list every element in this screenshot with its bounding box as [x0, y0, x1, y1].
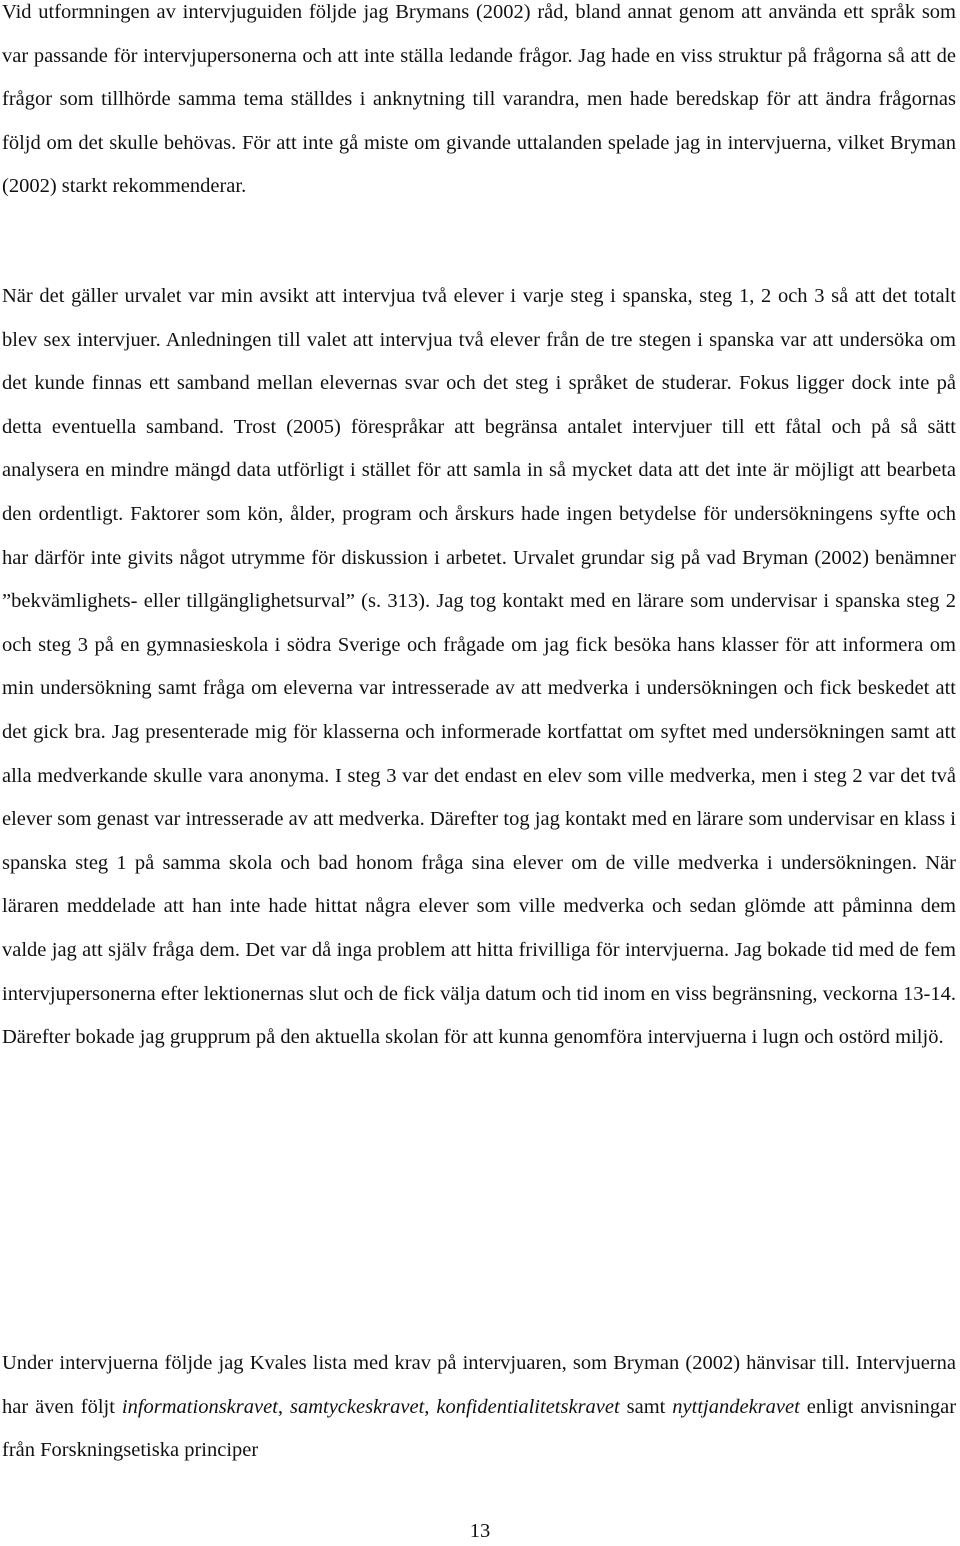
- ethics-lead-text: Under intervjuerna följde jag Kvales lista med krav på intervjuaren, som Bryman (2002) hänvisar till. Intervjuerna har även följt: [2, 1352, 956, 1418]
- paragraph-selection: När det gäller urvalet var min avsikt att intervjua två elever i varje steg i spanska, steg 1, 2 och 3 så att det totalt blev sex intervjuer. Anledningen till valet att intervjua två elever från de tre stegen i spanska var att undersöka om det kunde finnas ett samband mellan elevernas svar och det steg i språket de studerar. Fokus ligger dock inte på detta eventuella samband. Trost (2005) förespråkar att begränsa antalet intervjuer till ett fåtal och på så sätt analysera en mindre mängd data utförligt i stället för att samla in så mycket data att det inte är möjligt att bearbeta den ordentligt. Faktorer som kön, ålder, program och årskurs hade ingen betydelse för undersökningens syfte och har därför inte givits något utrymme för diskussion i arbetet. Urvalet grundar sig på vad Bryman (2002) benämner ”bekvämlighets- eller tillgänglighetsurval” (s. 313). Jag tog kontakt med en lärare som undervisar i spanska steg 2 och steg 3 på en gymnasieskola i södra Sverige och frågade om jag fick besöka hans klasser för att informera om min undersökning samt fråga om eleverna var intresserade av att medverka i undersökningen och fick beskedet att det gick bra. Jag presenterade mig för klasserna och informerade kortfattat om syftet med undersökningen samt att alla medverkande skulle vara anonyma. I steg 3 var det endast en elev som ville medverka, men i steg 2 var det två elever som genast var intresserade av att medverka. Därefter tog jag kontakt med en lärare som undervisar en klass i spanska steg 1 på samma skola och bad honom fråga sina elever om de ville medverka i undersökningen. När läraren meddelade att han inte hade hittat några elever som ville medverka och sedan glömde att påminna dem valde jag att själv fråga dem. Det var då inga problem att hitta frivilliga för intervjuerna. Jag bokade tid med de fem intervjupersonerna efter lektionernas slut och de fick välja datum och tid inom en viss begränsning, veckorna 13-14. Därefter bokade jag grupprum på den aktuella skolan för att kunna genomföra intervjuerna i lugn och ostörd miljö.: [2, 285, 956, 1049]
- ethics-separator: ,: [424, 1395, 437, 1418]
- paragraph-ethics: [2, 1342, 956, 1473]
- term-konfidentialitetskravet: konfidentialitetskravet: [436, 1395, 620, 1418]
- page-number: 13: [469, 1520, 491, 1542]
- ethics-separator: ,: [277, 1395, 290, 1418]
- term-samtyckeskravet: samtyckeskravet: [289, 1395, 425, 1418]
- term-informationskravet: informationskravet: [121, 1395, 278, 1418]
- paragraph-interview-guide: Vid utformningen av intervjuguiden följde jag Brymans (2002) råd, bland annat genom att använda ett språk som var passande för intervjupersonerna och att inte ställa ledande frågor. Jag hade en viss struktur på frågorna så att de frågor som tillhörde samma tema ställdes i anknytning till varandra, men hade beredskap för att ändra frågornas följd om det skulle behövas. För att inte gå miste om givande uttalanden spelade jag in intervjuerna, vilket Bryman (2002) starkt rekommenderar.: [2, 1, 956, 198]
- ethics-separator: samt: [619, 1395, 673, 1418]
- ethics-tail-text: enligt anvisningar från Forskningsetiska principer: [2, 1395, 957, 1462]
- term-nyttjandekravet: nyttjandekravet: [672, 1395, 800, 1418]
